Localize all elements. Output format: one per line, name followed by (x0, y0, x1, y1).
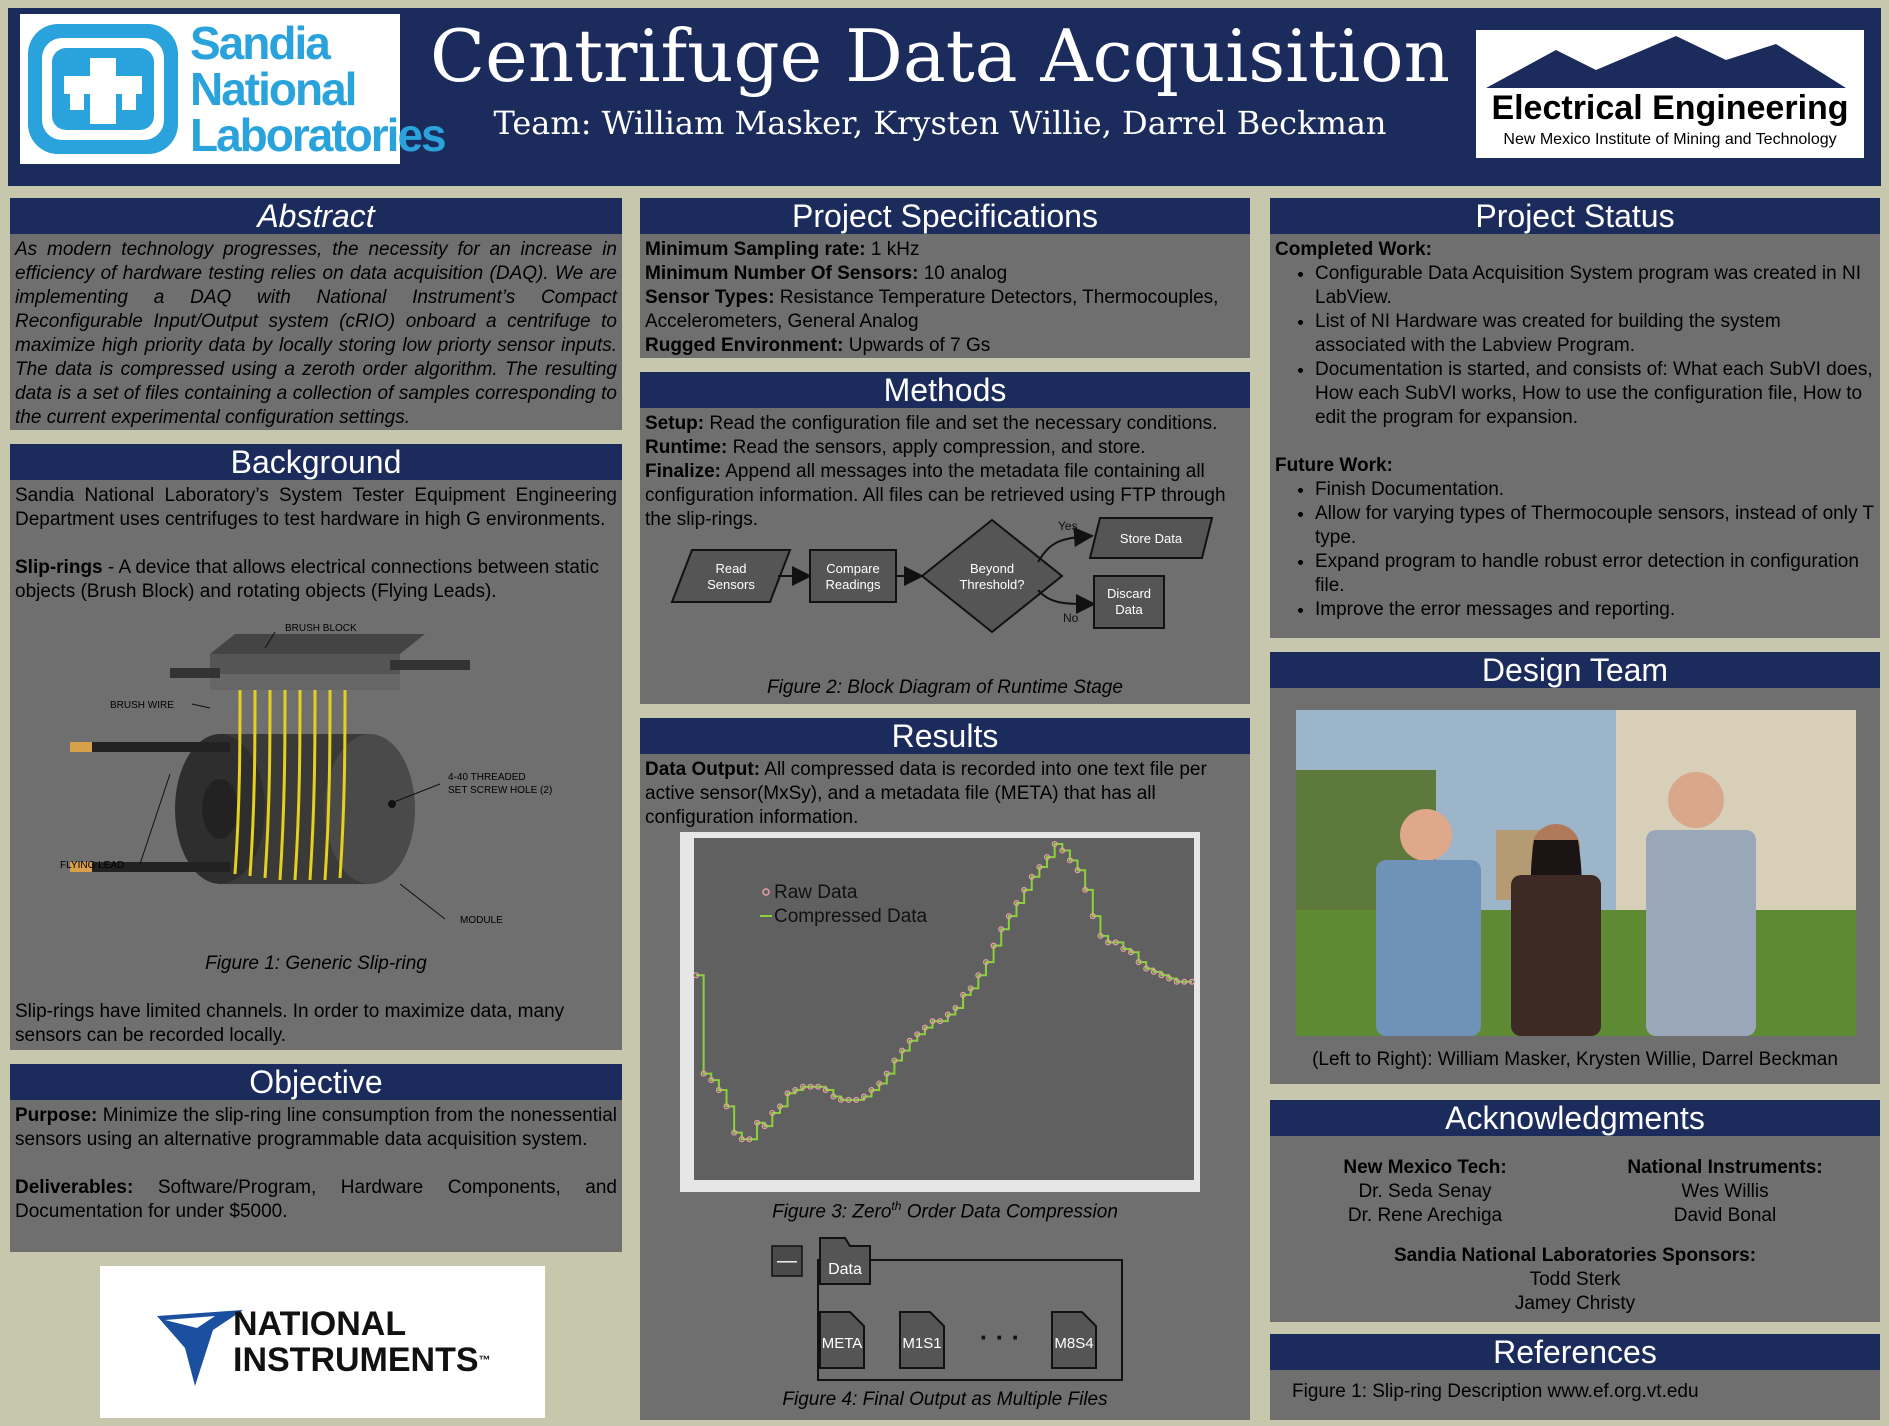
sliprings-label: Slip-rings (15, 557, 103, 578)
spec-value: 10 analog (918, 263, 1008, 284)
specs-section (640, 198, 1250, 358)
collapse-icon-glyph: — (777, 1250, 797, 1272)
methods-body (640, 408, 1250, 532)
list-item: • Expand program to handle robust error detection in configuration file. (1315, 550, 1875, 598)
label-brush-block: BRUSH BLOCK (285, 623, 357, 634)
method-label: Runtime: (645, 437, 728, 458)
read-sensors-line2: Sensors (707, 577, 755, 592)
file-ellipsis: · · · (979, 1322, 1021, 1352)
purpose-text: Minimize the slip-ring line consumption from the nonessential sensors using an alternative programmable data acquisition system. (15, 1105, 617, 1150)
beyond-threshold-line1: Beyond (969, 561, 1015, 576)
file-label-m1s1: M1S1 (902, 1335, 942, 1352)
specs-body (640, 234, 1250, 358)
results-title: Results (640, 718, 1250, 754)
store-data-label: Store Data (1119, 531, 1183, 546)
references-section (1270, 1334, 1880, 1420)
spec-value: 1 kHz (865, 239, 920, 260)
ack-sandia-label: Sandia National Laboratories Sponsors: (1393, 1245, 1757, 1266)
team-names: Team: William Masker, Krysten Willie, Darrel Beckman (493, 104, 1387, 142)
discard-data-line1: Discard (1106, 586, 1152, 601)
compare-readings-line2: Readings (825, 577, 881, 592)
acknowledgments-section (1270, 1100, 1880, 1322)
list-item: • Improve the error messages and reporting. (1315, 598, 1875, 622)
ack-name: Dr. Rene Arechiga (1347, 1205, 1503, 1226)
design-team-title: Design Team (1270, 652, 1880, 688)
purpose-label: Purpose: (15, 1105, 98, 1126)
ack-ni-label: National Instruments: (1627, 1157, 1823, 1178)
ni-logo-line2: INSTRUMENTS (233, 1341, 479, 1379)
beyond-threshold-line2: Threshold? (959, 577, 1025, 592)
data-output-label: Data Output: (645, 759, 761, 780)
objective-purpose (15, 1104, 617, 1152)
discard-data-line2: Data (1115, 602, 1143, 617)
ack-sandia (1270, 1244, 1880, 1316)
list-item: • Finish Documentation. (1315, 478, 1875, 502)
no-label: No (1063, 611, 1079, 625)
sliprings-text: - A device that allows electrical connections between static objects (Brush Block) and rotating objects (Flying Leads). (15, 557, 599, 602)
design-team-section (1270, 652, 1880, 1084)
abstract-text: As modern technology progresses, the necessity for an increase in efficiency of hardware testing relies on data acquisition (DAQ). We are implementing a DAQ with National Instrument’s Compact Reconfigurable Input/Output system (cRIO) onboard a centrifuge to maximize high priority data by locally storing low priorty sensor inputs. The data is compressed using a zeroth order algorithm. The resulting data is a set of files containing a collection of samples corresponding to the current experimental configuration settings. (15, 239, 617, 428)
file-label-m8s4: M8S4 (1054, 1335, 1094, 1352)
future-work-label: Future Work: (1275, 455, 1393, 476)
slip-ring-figure (60, 624, 580, 924)
data-output-text: All compressed data is recorded into one text file per active sensor(MxSy), and a metadata file (META) that has all configuration information. (645, 759, 1207, 828)
legend-raw-label: Raw Data (774, 882, 858, 903)
method-label: Finalize: (645, 461, 722, 482)
spec-label: Minimum Sampling rate: (645, 239, 866, 260)
label-brush-wire: BRUSH WIRE (110, 700, 174, 711)
label-flying-lead: FLYING LEAD (60, 860, 125, 871)
abstract-section (10, 198, 622, 430)
specs-title: Project Specifications (640, 198, 1250, 234)
mountain-icon (1476, 30, 1864, 90)
reference-item: Figure 1: Slip-ring Description www.ef.org.vt.edu (1292, 1381, 1699, 1402)
status-body (1270, 234, 1880, 622)
spec-item (645, 286, 1245, 334)
method-value: Read the configuration file and set the necessary conditions. (704, 413, 1218, 434)
sandia-logo-line1: Sandia (190, 17, 329, 69)
spec-value: Upwards of 7 Gs (843, 335, 991, 356)
figure1-caption: Figure 1: Generic Slip-ring (205, 953, 427, 974)
national-instruments-logo (100, 1266, 545, 1418)
label-screw-hole-2: SET SCREW HOLE (2) (448, 785, 553, 796)
objective-deliverables (15, 1176, 617, 1224)
results-section (640, 718, 1250, 1420)
label-screw-hole-1: 4-40 THREADED (448, 772, 526, 783)
ack-name: Todd Sterk (1529, 1269, 1621, 1290)
folder-label: Data (828, 1261, 862, 1278)
file-label-meta: META (821, 1335, 863, 1352)
ni-logo-line1: NATIONAL (233, 1305, 407, 1343)
spec-label: Rugged Environment: (645, 335, 844, 356)
compression-chart (680, 832, 1200, 1192)
ack-name: Dr. Seda Senay (1358, 1181, 1492, 1202)
background-section (10, 444, 622, 1050)
compare-readings-line1: Compare (826, 561, 880, 576)
list-item: • Allow for varying types of Thermocouple sensors, instead of only T type. (1315, 502, 1875, 550)
background-body (10, 480, 622, 604)
spec-item (645, 262, 1245, 286)
future-work-list (1275, 478, 1875, 622)
background-intro: Sandia National Laboratory’s System Tester Equipment Engineering Department uses centrifuges to test hardware in high G environments. (15, 485, 617, 530)
poster-title: Centrifuge Data Acquisition (430, 14, 1450, 98)
ack-name: Jamey Christy (1514, 1293, 1636, 1314)
figure2-caption: Figure 2: Block Diagram of Runtime Stage (767, 677, 1123, 698)
team-photo (1296, 710, 1856, 1036)
objective-section (10, 1064, 622, 1252)
list-item: • Documentation is started, and consists of: What each SubVI does, How each SubVI works, How to use the configuration file, How to edit the program for expansion. (1315, 358, 1875, 430)
method-item (645, 436, 1245, 460)
list-item: • List of NI Hardware was created for building the system associated with the Labview Program. (1315, 310, 1875, 358)
output-files-diagram (770, 1224, 1130, 1384)
status-section (1270, 198, 1880, 638)
list-item: • Configurable Data Acquisition System program was created in NI LabView. (1315, 262, 1875, 310)
completed-work-label: Completed Work: (1275, 239, 1432, 260)
objective-body (10, 1100, 622, 1224)
spec-value: Resistance Temperature Detectors, Thermocouples, Accelerometers, General Analog (645, 287, 1219, 332)
method-label: Setup: (645, 413, 705, 434)
spec-label: Minimum Number Of Sensors: (645, 263, 919, 284)
read-sensors-line1: Read (715, 561, 747, 576)
ack-ni (1590, 1156, 1860, 1228)
results-data-output (645, 758, 1245, 830)
ack-nmt (1300, 1156, 1550, 1228)
spec-item (645, 334, 1245, 358)
sandia-logo-line2: National (190, 63, 356, 115)
figure3-caption-post: Order Data Compression (901, 1201, 1118, 1223)
spec-item (645, 238, 1245, 262)
figure4-caption: Figure 4: Final Output as Multiple Files (782, 1389, 1108, 1410)
ni-logo-text (233, 1306, 491, 1378)
ni-logo-line2-row (233, 1342, 491, 1378)
deliverables-text: Software/Program, Hardware Components, and Documentation for under $5000. (15, 1177, 617, 1222)
ni-eagle-icon (155, 1308, 245, 1390)
methods-title: Methods (640, 372, 1250, 408)
sandia-logo-line3: Laboratories (190, 109, 445, 161)
runtime-block-diagram (670, 519, 1230, 672)
abstract-title: Abstract (10, 198, 622, 234)
spec-label: Sensor Types: (645, 287, 775, 308)
ee-logo (1476, 30, 1864, 158)
legend-compressed-label: Compressed Data (774, 906, 928, 927)
methods-section (640, 372, 1250, 704)
completed-work-list (1275, 262, 1875, 430)
ack-name: David Bonal (1673, 1205, 1777, 1226)
deliverables-label: Deliverables: (15, 1177, 134, 1198)
ee-logo-name: Electrical Engineering (1491, 89, 1849, 127)
method-value: Append all messages into the metadata file containing all configuration information. All files can be retrieved using FTP through the slip-rings. (645, 461, 1226, 530)
background-closing: Slip-rings have limited channels. In order to maximize data, many sensors can be recorded locally. (15, 1001, 565, 1046)
figure3-caption-sup: th (891, 1199, 902, 1213)
references-title: References (1270, 1334, 1880, 1370)
sandia-logo-text (190, 17, 445, 161)
method-item (645, 412, 1245, 436)
ni-logo-tm: ™ (478, 1353, 491, 1367)
ack-name: Wes Willis (1681, 1181, 1769, 1202)
sliprings-definition (15, 556, 617, 604)
sandia-logo (20, 14, 445, 164)
status-title: Project Status (1270, 198, 1880, 234)
ee-logo-institution: New Mexico Institute of Mining and Technology (1503, 131, 1837, 148)
figure3-caption (640, 1194, 1250, 1224)
ack-nmt-label: New Mexico Tech: (1343, 1157, 1507, 1178)
results-body (640, 754, 1250, 830)
objective-title: Objective (10, 1064, 622, 1100)
team-photo-caption: (Left to Right): William Masker, Krysten Willie, Darrel Beckman (1312, 1049, 1838, 1070)
acknowledgments-title: Acknowledgments (1270, 1100, 1880, 1136)
label-module: MODULE (460, 915, 503, 926)
figure3-caption-pre: Figure 3: Zero (772, 1201, 892, 1223)
background-title: Background (10, 444, 622, 480)
yes-label: Yes (1058, 519, 1078, 533)
method-value: Read the sensors, apply compression, and store. (727, 437, 1146, 458)
